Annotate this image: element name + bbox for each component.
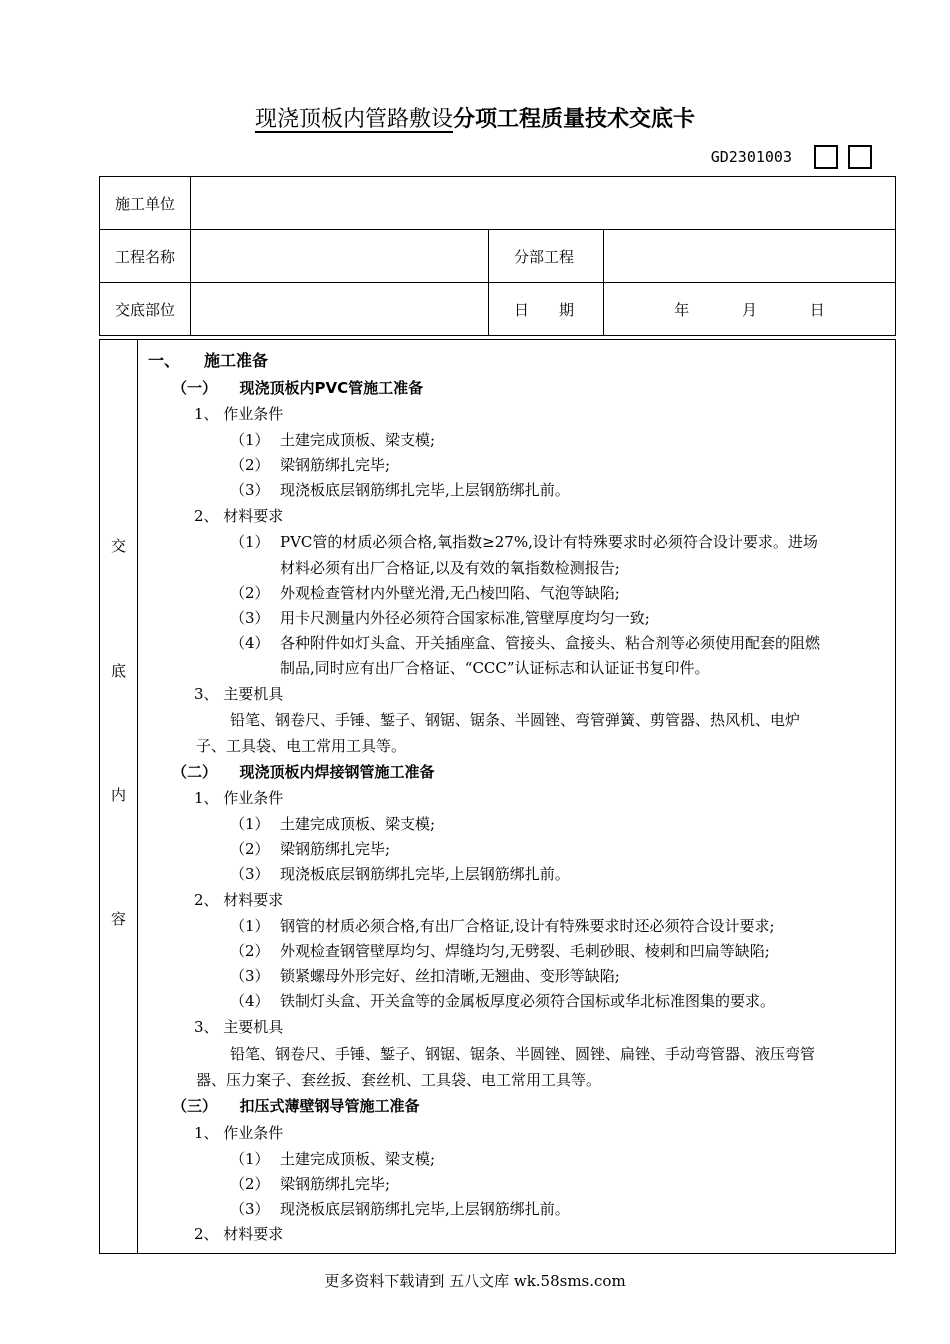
list-item: （2） 梁钢筋绑扎完毕; — [230, 840, 391, 858]
list-number: （1） — [230, 815, 270, 833]
paragraph: 铅笔、钢卷尺、手锤、錾子、钢锯、锯条、半圆锉、圆锉、扁锉、手动弯管器、液压弯管 — [230, 1045, 816, 1063]
division-value[interactable] — [604, 230, 896, 283]
list-item: （3） 现浇板底层钢筋绑扎完毕,上层钢筋绑扎前。 — [230, 1200, 570, 1218]
list-item: （2） 梁钢筋绑扎完毕; — [230, 456, 391, 474]
item-heading: 3、 主要机具 — [194, 685, 284, 703]
list-number: （4） — [230, 634, 270, 652]
paragraph: 铅笔、钢卷尺、手锤、錾子、钢锯、锯条、半圆锉、弯管弹簧、剪管器、热风机、电炉 — [230, 711, 801, 729]
side-char: 容 — [110, 910, 126, 928]
list-item: （2） 外观检查管材内外壁光滑,无凸棱凹陷、气泡等缺陷; — [230, 584, 620, 602]
list-item: （4） 各种附件如灯头盒、开关插座盒、管接头、盒接头、粘合剂等必须使用配套的阻燃 — [230, 634, 821, 652]
paragraph-cont: 器、压力案子、套丝扳、套丝机、工具袋、电工常用工具等。 — [196, 1071, 602, 1089]
side-label — [100, 340, 138, 1253]
list-number: （1） — [230, 431, 270, 449]
subsection-heading: （一） 现浇顶板内PVC管施工准备 — [172, 379, 424, 397]
content-body — [138, 340, 895, 1253]
item-heading: 1、 作业条件 — [194, 1124, 284, 1142]
part-label: 交底部位 — [100, 283, 191, 336]
list-number: （3） — [230, 609, 270, 627]
division-label: 分部工程 — [489, 230, 604, 283]
content-section — [99, 339, 896, 1254]
checkbox-1[interactable] — [814, 145, 838, 169]
list-item: （1） 土建完成顶板、梁支模; — [230, 1150, 436, 1168]
unit-value[interactable] — [191, 177, 896, 230]
list-number: （3） — [230, 967, 270, 985]
section-heading: 一、 施工准备 — [148, 351, 269, 370]
date-value[interactable] — [604, 283, 896, 336]
list-item: （1） 土建完成顶板、梁支模; — [230, 815, 436, 833]
item-heading: 2、 材料要求 — [194, 891, 284, 909]
project-value[interactable] — [191, 230, 489, 283]
list-item-cont: 制品,同时应有出厂合格证、“CCC”认证标志和认证证书复印件。 — [280, 659, 710, 677]
list-number: （1） — [230, 917, 270, 935]
list-number: （1） — [230, 533, 270, 551]
list-item: （3） 用卡尺测量内外径必须符合国家标准,管壁厚度均匀一致; — [230, 609, 650, 627]
subsection-heading: （三） 扣压式薄壁钢导管施工准备 — [172, 1097, 420, 1115]
checkbox-2[interactable] — [848, 145, 872, 169]
footer-link[interactable]: 更多资料下载请到 五八文库 wk.58sms.com — [324, 1272, 626, 1290]
list-number: （2） — [230, 456, 270, 474]
item-heading: 1、 作业条件 — [194, 789, 284, 807]
list-item: （1） 土建完成顶板、梁支模; — [230, 431, 436, 449]
title-subject: 现浇顶板内管路敷设 — [254, 107, 453, 132]
year-label: 年 — [674, 300, 690, 319]
list-item: （3） 现浇板底层钢筋绑扎完毕,上层钢筋绑扎前。 — [230, 865, 570, 883]
list-number: （3） — [230, 865, 270, 883]
subsection-heading: （二） 现浇顶板内焊接钢管施工准备 — [172, 763, 435, 781]
list-item: （3） 现浇板底层钢筋绑扎完毕,上层钢筋绑扎前。 — [230, 481, 570, 499]
list-number: （3） — [230, 1200, 270, 1218]
header-table — [99, 176, 896, 336]
list-number: （4） — [230, 992, 270, 1010]
day-label: 日 — [809, 300, 825, 319]
list-number: （2） — [230, 584, 270, 602]
item-heading: 2、 材料要求 — [194, 1225, 284, 1243]
unit-label: 施工单位 — [100, 177, 191, 230]
item-heading: 3、 主要机具 — [194, 1018, 284, 1036]
side-char: 交 — [110, 537, 126, 555]
list-item: （3） 锁紧螺母外形完好、丝扣清晰,无翘曲、变形等缺陷; — [230, 967, 620, 985]
list-item: （2） 梁钢筋绑扎完毕; — [230, 1175, 391, 1193]
side-char: 内 — [110, 786, 126, 804]
list-item-cont: 材料必须有出厂合格证,以及有效的氧指数检测报告; — [280, 559, 620, 577]
paragraph-cont: 子、工具袋、电工常用工具等。 — [196, 737, 407, 755]
list-number: （3） — [230, 481, 270, 499]
document-title — [0, 104, 950, 136]
title-suffix: 分项工程质量技术交底卡 — [453, 107, 696, 132]
date-label: 日 期 — [489, 283, 604, 336]
list-number: （1） — [230, 1150, 270, 1168]
list-item: （1） 钢管的材质必须合格,有出厂合格证,设计有特殊要求时还必须符合设计要求; — [230, 917, 775, 935]
list-number: （2） — [230, 942, 270, 960]
month-label: 月 — [741, 300, 757, 319]
item-heading: 2、 材料要求 — [194, 507, 284, 525]
list-number: （2） — [230, 840, 270, 858]
code-text: GD2301003 — [710, 148, 792, 166]
part-value[interactable] — [191, 283, 489, 336]
list-item: （2） 外观检查钢管壁厚均匀、焊缝均匀,无劈裂、毛刺砂眼、棱刺和凹扁等缺陷; — [230, 942, 770, 960]
side-char: 底 — [110, 662, 126, 680]
list-number: （2） — [230, 1175, 270, 1193]
item-heading: 1、 作业条件 — [194, 405, 284, 423]
project-label: 工程名称 — [100, 230, 191, 283]
list-item: （1） PVC管的材质必须合格,氧指数≥27%,设计有特殊要求时必须符合设计要求。进场 — [230, 533, 818, 551]
document-code — [711, 144, 872, 170]
list-item: （4） 铁制灯头盒、开关盒等的金属板厚度必须符合国标或华北标准图集的要求。 — [230, 992, 776, 1010]
